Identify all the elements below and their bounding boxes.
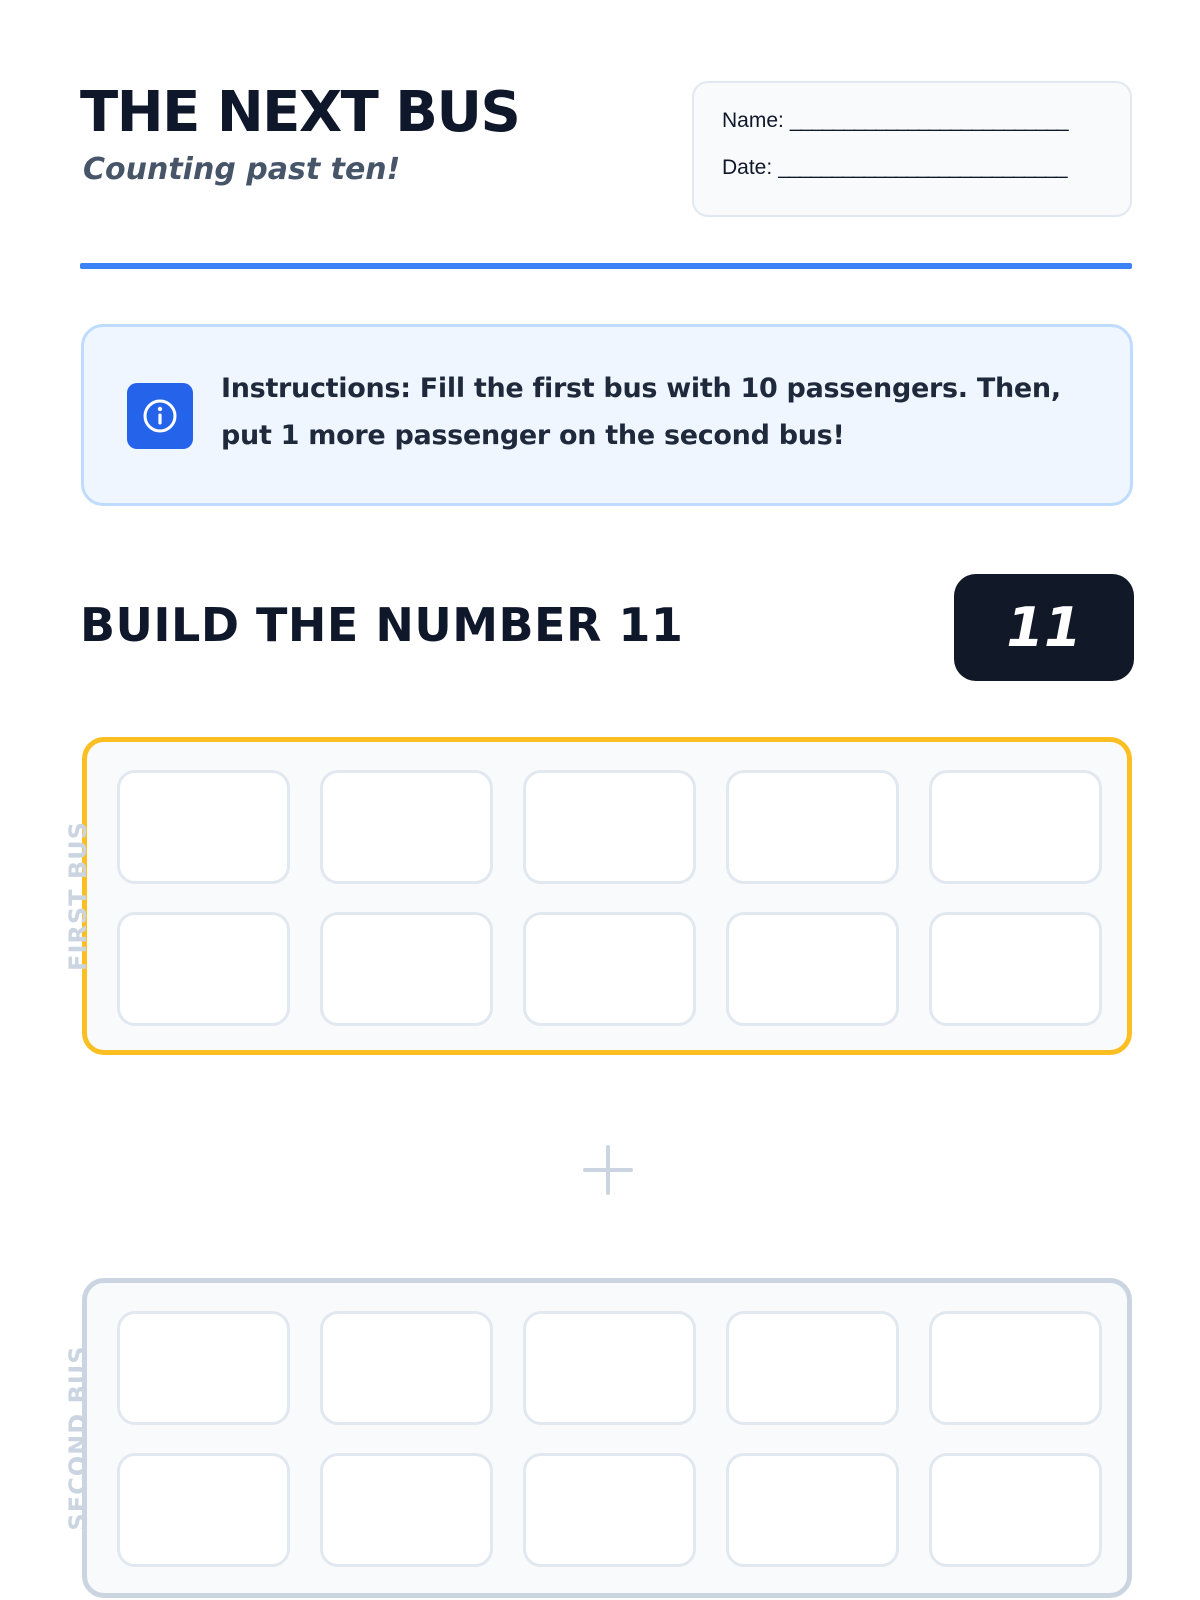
first-bus-seat[interactable] bbox=[929, 912, 1102, 1026]
second-bus-seat[interactable] bbox=[320, 1453, 493, 1567]
first-bus-seat[interactable] bbox=[320, 770, 493, 884]
first-bus-seat[interactable] bbox=[726, 770, 899, 884]
second-bus-seat[interactable] bbox=[523, 1311, 696, 1425]
first-bus-seat[interactable] bbox=[117, 770, 290, 884]
name-label: Name: bbox=[722, 109, 784, 132]
name-field[interactable]: __________________________ bbox=[789, 109, 1068, 132]
date-row bbox=[722, 156, 1102, 203]
first-bus-seat[interactable] bbox=[929, 770, 1102, 884]
first-bus-seat[interactable] bbox=[523, 912, 696, 1026]
first-bus-seat[interactable] bbox=[320, 912, 493, 1026]
plus-icon bbox=[580, 1142, 636, 1198]
date-label: Date: bbox=[722, 156, 773, 179]
first-bus-seat[interactable] bbox=[523, 770, 696, 884]
instructions-text: Instructions: Fill the first bus with 10 passengers. Then, put 1 more passenger on the second bus! bbox=[221, 373, 1061, 451]
second-bus-label: SECOND BUS bbox=[64, 1345, 92, 1531]
task-heading: BUILD THE NUMBER 11 bbox=[80, 598, 684, 652]
first-bus-grid bbox=[117, 770, 1102, 1026]
second-bus-seat[interactable] bbox=[117, 1453, 290, 1567]
header-divider bbox=[80, 263, 1132, 269]
page-subtitle: Counting past ten! bbox=[83, 152, 401, 187]
info-icon bbox=[127, 383, 193, 449]
second-bus-seat[interactable] bbox=[523, 1453, 696, 1567]
date-field[interactable]: ___________________________ bbox=[778, 156, 1067, 179]
first-bus-seat[interactable] bbox=[117, 912, 290, 1026]
name-row bbox=[722, 109, 1102, 156]
second-bus-seat[interactable] bbox=[929, 1453, 1102, 1567]
second-bus-seat[interactable] bbox=[929, 1311, 1102, 1425]
second-bus-seat[interactable] bbox=[117, 1311, 290, 1425]
instructions-panel bbox=[81, 324, 1133, 506]
second-bus-seat[interactable] bbox=[726, 1453, 899, 1567]
second-bus-seat[interactable] bbox=[726, 1311, 899, 1425]
first-bus-label: FIRST BUS bbox=[64, 821, 92, 971]
name-date-box bbox=[692, 81, 1132, 217]
first-bus-frame bbox=[64, 737, 1132, 1055]
second-bus-grid bbox=[117, 1311, 1102, 1567]
first-bus-seat[interactable] bbox=[726, 912, 899, 1026]
target-number-badge: 11 bbox=[954, 574, 1134, 681]
second-bus-frame bbox=[64, 1278, 1132, 1598]
page-title: THE NEXT BUS bbox=[80, 80, 520, 145]
second-bus-seat[interactable] bbox=[320, 1311, 493, 1425]
